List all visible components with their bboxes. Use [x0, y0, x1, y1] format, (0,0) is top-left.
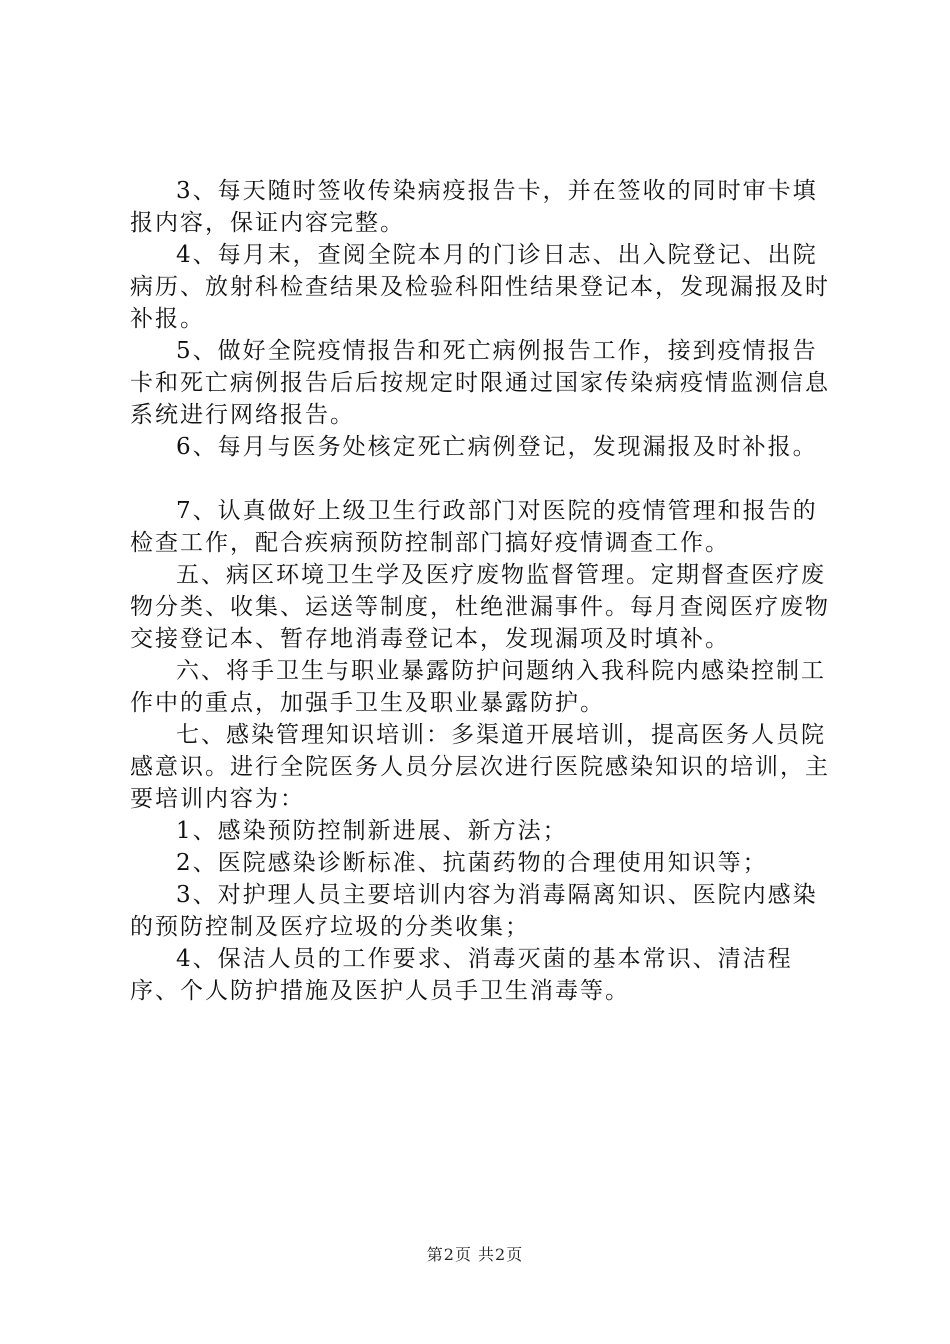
document-body	[130, 175, 830, 1007]
page-number-label: 第2页 共2页	[426, 1245, 524, 1264]
paragraph-item-7: 7、认真做好上级卫生行政部门对医院的疫情管理和报告的检查工作，配合疾病预防控制部门搞好疫情调查工作。	[130, 498, 818, 556]
paragraph-item-3: 3、每天随时签收传染病疫报告卡，并在签收的同时审卡填报内容，保证内容完整。	[130, 178, 818, 236]
paragraph-section-6: 六、将手卫生与职业暴露防护问题纳入我科院内感染控制工作中的重点，加强手卫生及职业暴露防护。	[130, 658, 826, 716]
training-item-3: 3、对护理人员主要培训内容为消毒隔离知识、医院内感染的预防控制及医疗垃圾的分类收集；	[130, 882, 818, 940]
paragraph-section-7: 七、感染管理知识培训：多渠道开展培训，提高医务人员院感意识。进行全院医务人员分层次进行医院感染知识的培训，主要培训内容为：	[130, 722, 830, 812]
training-item-4: 4、保洁人员的工作要求、消毒灭菌的基本常识、清洁程序、个人防护措施及医护人员手卫生消毒等。	[130, 946, 793, 1004]
training-item-2: 2、医院感染诊断标准、抗菌药物的合理使用知识等；	[176, 850, 768, 876]
paragraph-item-4: 4、每月末，查阅全院本月的门诊日志、出入院登记、出院病历、放射科检查结果及检验科阳性结果登记本，发现漏报及时补报。	[130, 242, 830, 332]
paragraph-item-5: 5、做好全院疫情报告和死亡病例报告工作，接到疫情报告卡和死亡病例报告后后按规定时限通过国家传染病疫情监测信息系统进行网络报告。	[130, 338, 830, 428]
page-footer	[0, 1242, 950, 1265]
training-item-1: 1、感染预防控制新进展、新方法；	[176, 818, 568, 844]
paragraph-item-6: 6、每月与医务处核定死亡病例登记，发现漏报及时补报。	[176, 434, 818, 460]
paragraph-section-5: 五、病区环境卫生学及医疗废物监督管理。定期督查医疗废物分类、收集、运送等制度，杜绝泄漏事件。每月查阅医疗废物交接登记本、暂存地消毒登记本，发现漏项及时填补。	[130, 562, 830, 652]
